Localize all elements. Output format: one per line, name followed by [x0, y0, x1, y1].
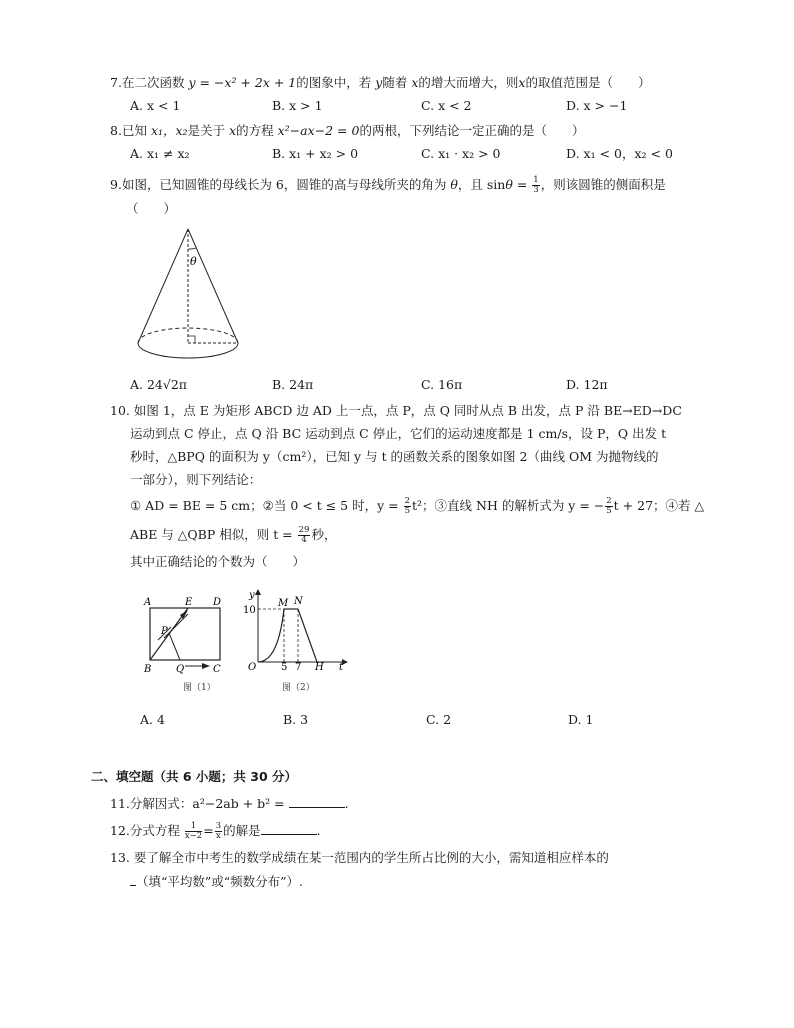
q13-number: 13.: [110, 850, 130, 865]
point-b-label: B: [144, 664, 152, 675]
axis-y-label: y: [249, 590, 255, 601]
point-m-label: M: [278, 598, 289, 609]
q10-fraction: [298, 526, 311, 545]
q8-option-d[interactable]: D. x₁ < 0，x₂ < 0: [566, 146, 673, 161]
q10-text: t + 27；④若 △: [613, 498, 705, 513]
q10-line-2: 运动到点 C 停止，点 Q 沿 BC 运动到点 C 停止，它们的运动速度都是 1 cm/s，设 P，Q 出发 t: [130, 426, 667, 441]
point-c-label: C: [213, 664, 221, 675]
q13-line-2: [130, 873, 303, 891]
q11-number: 11.: [110, 796, 130, 811]
q7-option-b[interactable]: B. x > 1: [272, 98, 323, 113]
fraction-numerator: 1: [533, 175, 539, 185]
q9-text: ，且 sin: [457, 177, 506, 192]
q7-option-a[interactable]: A. x < 1: [130, 98, 181, 113]
point-d-label: D: [213, 597, 222, 608]
q9-option-b[interactable]: B. 24π: [272, 377, 314, 392]
q8-var: x: [229, 123, 237, 138]
q12-fraction-2: [215, 822, 222, 841]
point-h-label: H: [315, 662, 324, 673]
q7-var: x: [518, 75, 526, 90]
q12-text: 分式方程: [129, 823, 180, 838]
q10-line-1: [110, 402, 682, 420]
origin-label: O: [248, 662, 257, 673]
q9-answer-bracket: （ ）: [126, 201, 177, 216]
fraction-denominator: 5: [404, 506, 410, 516]
figure-1-caption: 图（1）: [183, 683, 216, 693]
fraction-numerator: 3: [215, 821, 222, 831]
q7-text: 随着: [382, 75, 408, 90]
tick-7-label: 7: [295, 662, 302, 673]
fraction-denominator: 4: [301, 535, 307, 545]
q10-number: 10.: [110, 403, 130, 418]
q7-option-c[interactable]: C. x < 2: [421, 98, 472, 113]
q13-text: （填“平均数”或“频数分布”）.: [136, 874, 304, 889]
q8-stem: [110, 122, 584, 140]
q10-option-c[interactable]: C. 2: [426, 712, 452, 727]
q9-option-c[interactable]: C. 16π: [421, 377, 463, 392]
point-e-label: E: [185, 597, 193, 608]
q12-number: 12.: [110, 823, 130, 838]
q9-option-a[interactable]: A. 24√2π: [130, 377, 188, 392]
q8-text: 的两根，下列结论一定正确的是（ ）: [359, 123, 585, 138]
q7-number: 7.: [110, 75, 122, 90]
cone-figure: [132, 225, 244, 370]
fraction-denominator: x−2: [184, 831, 203, 841]
q10-fraction: [605, 497, 612, 516]
q10-text: 如图 1，点 E 为矩形 ABCD 边 AD 上一点，点 P，点 Q 同时从点 B 出发，点 P 沿 BE→ED→DC: [133, 403, 682, 418]
q10-text: 秒，: [311, 527, 337, 542]
q8-option-a[interactable]: A. x₁ ≠ x₂: [130, 146, 190, 161]
q9-option-d[interactable]: D. 12π: [566, 377, 608, 392]
tick-10-label: 10: [243, 605, 256, 616]
q12-fraction-1: [185, 822, 202, 841]
q10-text: ① AD = BE = 5 cm；②当 0 < t ≤ 5 时，y =: [130, 498, 403, 513]
q10-text: t²；③直线 NH 的解析式为 y = −: [412, 498, 605, 513]
section-2-title: 二、填空题（共 6 小题；共 30 分）: [91, 769, 298, 784]
q11-stem: [110, 795, 349, 813]
q8-option-b[interactable]: B. x₁ + x₂ > 0: [272, 146, 359, 161]
q7-stem: [110, 74, 650, 92]
q9-fraction: [532, 176, 539, 195]
fraction-numerator: 1: [185, 822, 202, 832]
q12-text: 的解是: [223, 823, 261, 838]
q7-var: x: [411, 75, 419, 90]
q8-number: 8.: [110, 123, 122, 138]
q9-text: =: [512, 177, 532, 192]
axis-t-label: t: [339, 662, 344, 673]
figure-2-caption: 图（2）: [282, 683, 315, 693]
q11-text: .: [344, 796, 349, 811]
q10-line-4: 一部分），则下列结论：: [130, 472, 262, 487]
q9-text: 如图，已知圆锥的母线长为 6，圆锥的高与母线所夹的角为: [121, 177, 447, 192]
q9-theta: θ: [505, 177, 513, 192]
q8-vars: x₁，x₂: [150, 123, 188, 138]
q12-stem: [110, 822, 321, 841]
q8-option-c[interactable]: C. x₁ · x₂ > 0: [421, 146, 501, 161]
q9-number: 9.: [110, 177, 122, 192]
q7-text: 的增大而增大，则: [418, 75, 519, 90]
fraction-numerator: 2: [404, 496, 410, 506]
q10-option-a[interactable]: A. 4: [140, 712, 165, 727]
q9-stem: [110, 176, 666, 195]
fraction-denominator: x: [216, 831, 221, 841]
q7-var: y: [375, 75, 383, 90]
fraction-numerator: 2: [606, 496, 612, 506]
fraction-denominator: 3: [533, 185, 539, 195]
fraction-numerator: 29: [298, 525, 310, 535]
cone-theta-label: θ: [190, 255, 197, 268]
q11-answer-blank[interactable]: [289, 795, 345, 808]
q10-fraction: [404, 497, 411, 516]
q7-text: 在二次函数: [121, 75, 185, 90]
q8-text: 是关于: [187, 123, 226, 138]
q13-text: 要了解全市中考生的数学成绩在某一范围内的学生所占比例的大小，需知道相应样本的: [133, 850, 609, 865]
q7-text: 的图象中，若: [296, 75, 372, 90]
q10-line-7: 其中正确结论的个数为（ ）: [130, 554, 306, 569]
q8-text: 已知: [121, 123, 147, 138]
q12-answer-blank[interactable]: [261, 822, 317, 835]
q12-text: =: [203, 823, 214, 838]
q7-option-d[interactable]: D. x > −1: [566, 98, 628, 113]
q7-formula: y = −x² + 2x + 1: [188, 75, 297, 90]
q8-text: 的方程: [236, 123, 274, 138]
figure-1-rectangle: [140, 592, 235, 694]
point-q-label: Q: [176, 664, 185, 675]
figure-2-graph: [240, 586, 350, 694]
q10-conclusions-1: [130, 497, 704, 516]
q12-text: .: [316, 823, 321, 838]
q8-equation: x²−ax−2 = 0: [277, 123, 360, 138]
q13-line-1: [110, 849, 609, 867]
q10-conclusions-2: [130, 526, 336, 545]
q7-text: 的取值范围是（ ）: [525, 75, 651, 90]
tick-5-label: 5: [281, 662, 288, 673]
q9-theta: θ: [450, 177, 458, 192]
q10-text: ABE 与 △QBP 相似，则 t =: [130, 527, 297, 542]
point-p-label: P: [161, 626, 168, 637]
fraction-denominator: 5: [606, 506, 612, 516]
q10-line-3: 秒时，△BPQ 的面积为 y（cm²），已知 y 与 t 的函数关系的图象如图 2（曲线 OM 为抛物线的: [130, 449, 659, 464]
point-a-label: A: [144, 597, 152, 608]
q11-text: 分解因式：a²−2ab + b² =: [129, 796, 289, 811]
q10-option-d[interactable]: D. 1: [568, 712, 594, 727]
q9-text: ，则该圆锥的侧面积是: [540, 177, 666, 192]
point-n-label: N: [294, 596, 303, 607]
q10-option-b[interactable]: B. 3: [283, 712, 309, 727]
